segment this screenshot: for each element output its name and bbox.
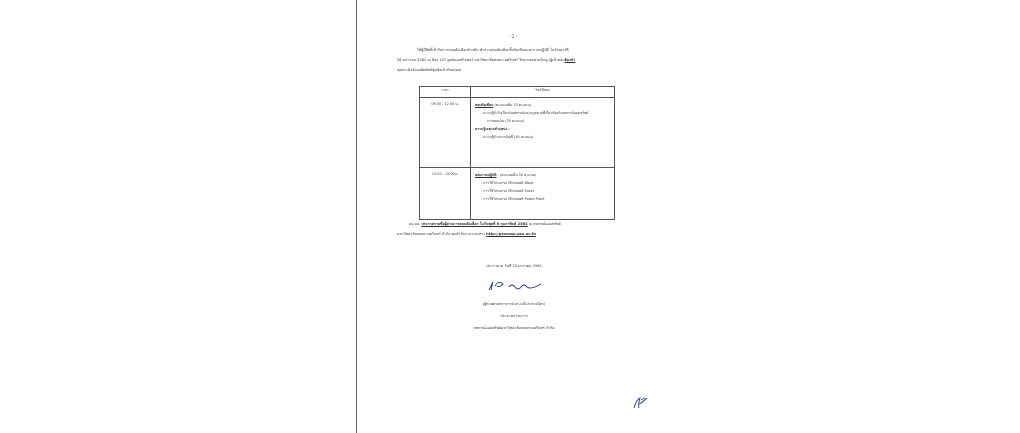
announcement-date: ประกาศ ณ วันที่ 23 มกราคม 2562 [486, 264, 542, 268]
written-exam-heading: สอบข้อเขียน [475, 103, 494, 107]
practical-exam-note: : (คะแนนเต็ม 30 คะแนน) [497, 173, 537, 177]
position-knowledge-heading: ความรู้เฉพาะตำแหน่ง : [475, 127, 510, 131]
page-number: - 2 - [509, 34, 517, 39]
practical-item: - การใช้โปรแกรม Microsoft Excel [481, 189, 534, 193]
table-row [420, 168, 615, 220]
instructions-line-1: ให้ผู้มีสิทธิ์เข้ารับการสอบคัดเลือกข้างต้น ทำการสอบคัดเลือกทั้งข้อเขียนและภาคปฏิบัติ ในวันเสาร์ที่ [417, 48, 569, 52]
instructions-line-3: ชุดประมิลลังจอผิดพัสต์ชุดข้อเข้าห้องสอบ) [397, 68, 462, 72]
practical-item: - การใช้โปรแกรม Microsoft Word [481, 181, 534, 185]
signature-image [485, 278, 545, 298]
initials-mark [631, 394, 649, 416]
signatory-organization: สหกรณ์ออมทรัพย์มหาวิทยาลัยสงขลานครินทร์ จำกัด [473, 326, 555, 330]
exam-instructions-paragraph [397, 45, 637, 75]
row-subject [471, 98, 615, 168]
exam-schedule-table [419, 86, 615, 220]
signatory-block [357, 298, 671, 334]
row-time: 09.00 - 12.00 น. [420, 98, 471, 168]
row-subject [471, 168, 615, 220]
instructions-emphasis: ต้องนำ [564, 58, 576, 62]
announcement-rest: ณ สหกรณ์ออมทรัพย์ [528, 222, 561, 226]
written-exam-note: (คะแนนเต็ม 75 คะแนน) [494, 103, 532, 107]
signatory-title: ประธานกรรมการ [500, 314, 528, 318]
document-page[interactable] [356, 0, 671, 433]
signatory-name: (ผู้ช่วยศาสตราจารย์ ดร.มณี สะพวงมิตร) [482, 302, 546, 306]
practical-item: - การใช้โปรแกรม Microsoft Power Point [481, 197, 545, 201]
written-item-1: - ความรู้ทั่วไปเกี่ยวกับสหกรณ์และกฎหมายที่เกี่ยวข้องกับสหกรณ์ออมทรัพย์ [481, 111, 589, 115]
row-time: 13.00 - 15.00น. [420, 168, 471, 220]
table-header-row [420, 87, 615, 98]
practical-exam-heading: สอบภาคปฏิบัติ [475, 173, 497, 177]
written-item-1-cont: การสอบเงิน (25 คะแนน) [487, 119, 525, 123]
header-time: เวลา [420, 87, 471, 98]
table-row [420, 98, 615, 168]
announcement-highlight: ประกาศรายชื่อผู้ผ่านการสอบคัดเลือก ในวันพุธที่ 6 กุมภาพันธ์ 2562 [421, 222, 528, 226]
results-announcement-paragraph [397, 219, 637, 239]
website-link[interactable]: http://psucoop.psu.ac.th [486, 232, 536, 236]
instructions-line-2: 26 มกราคม 2562 ณ ห้อง 107 ศูนย์คอมพิวเตอร์ มหาวิทยาลัยสงขลานครินทร์ วิทยาเขตหาดใหญ่ (ผู้เข้าสอบ [397, 58, 565, 62]
written-item-2: - ความรู้ด้านการบัญชี (50 คะแนน) [481, 135, 534, 139]
announcement-line-2: มหาวิทยาลัยสงขลานครินทร์ จำกัด ทุกสำนักงาน และทาง [397, 232, 486, 236]
announcement-prefix: สอ.มอ. [409, 222, 421, 226]
header-subject: วิชาที่สอบ [471, 87, 615, 98]
